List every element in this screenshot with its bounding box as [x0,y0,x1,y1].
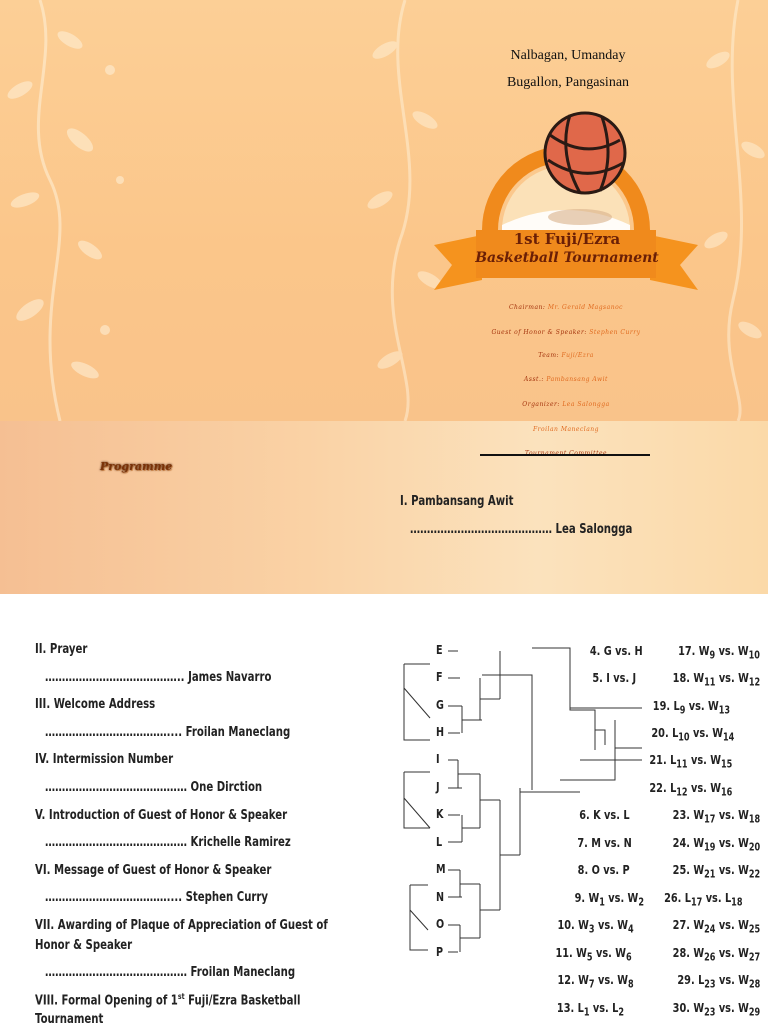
team-label: M [436,862,446,876]
program-item-person: …………………………………… One Dirction [45,780,263,795]
team-label: H [436,725,445,739]
programme-heading: Programme [100,460,173,473]
program-item-title: I. Pambansang Awit [400,494,514,509]
program-item-title: VIII. Formal Opening of 1st Fuji/Ezra Basketball [35,992,301,1009]
program-item-person: …………………………………… Krichelle Ramirez [45,835,291,850]
match-item: 5. I vs. J [592,670,636,685]
team-label: G [436,698,444,712]
credit-line: Asst.: Pambansang Awit [524,376,608,383]
match-item: 27. $W_{24}$ vs. $W_{25}$ [672,917,760,936]
match-item: 22. $L_{12}$ vs. $W_{16}$ [649,780,732,799]
team-label: I [436,752,440,766]
basketball-icon [545,113,625,193]
match-item: 20. $L_{10}$ vs. $W_{14}$ [651,725,734,744]
program-item-title: VII. Awarding of Plaque of Appreciation of Guest of [35,918,328,933]
tournament-logo [430,105,702,300]
match-item: 30. $W_{23}$ vs. $W_{29}$ [672,1000,760,1019]
team-label: L [436,835,443,849]
program-item-title: IV. Intermission Number [35,752,174,767]
match-item: 12. $W_7$ vs. $W_8$ [557,972,634,991]
match-item: 9. $W_1$ vs. $W_2$ [574,890,644,909]
team-label: P [436,945,444,959]
logo-title-line-2: Basketball Tournament [475,250,659,266]
program-item-person: ………………………………….. James Navarro [45,670,272,685]
credit-line: Guest of Honor & Speaker: Stephen Curry [491,329,641,336]
floral-pattern-right [698,0,768,421]
floral-pattern-left [0,0,160,421]
address-line-2: Bugallon, Pangasinan [506,75,630,90]
match-item: 28. $W_{26}$ vs. $W_{27}$ [672,945,760,964]
program-item-title: III. Welcome Address [35,697,156,712]
match-item: 25. $W_{21}$ vs. $W_{22}$ [672,862,760,881]
program-item-person: ……………………………….... Stephen Curry [45,890,269,905]
match-item: 18. $W_{11}$ vs. $W_{12}$ [672,670,760,689]
match-item: 13. $L_1$ vs. $L_2$ [556,1000,624,1019]
match-item: 17. $W_9$ vs. $W_{10}$ [678,643,760,662]
team-label: O [436,917,445,931]
team-label: E [436,643,443,657]
match-item: 23. $W_{17}$ vs. $W_{18}$ [672,807,760,826]
match-item: 21. $L_{11}$ vs. $W_{15}$ [649,752,732,771]
program-item-title: V. Introduction of Guest of Honor & Speaker [35,808,288,823]
match-item: 6. K vs. L [579,807,630,822]
team-label: K [436,807,444,821]
match-item: 8. O vs. P [577,862,630,877]
credit-line: Organizer: Lea Salongga [522,401,610,408]
program-item-title-cont: Tournament [35,1012,104,1027]
programme-panel [0,421,768,594]
team-label: J [436,780,440,794]
logo-title-line-1: 1st Fuji/Ezra [513,230,621,248]
match-item: 10. $W_3$ vs. $W_4$ [557,917,634,936]
credit-line: Froilan Maneclang [532,426,600,433]
team-label: F [436,670,443,684]
match-item: 24. $W_{19}$ vs. $W_{20}$ [672,835,760,854]
program-item-title: II. Prayer [35,642,88,657]
match-item: 11. $W_5$ vs. $W_6$ [555,945,632,964]
cover-panel [0,0,768,421]
team-label: N [436,890,445,904]
match-item: 7. M vs. N [577,835,632,850]
match-item: 19. $L_9$ vs. $W_{13}$ [652,698,730,717]
match-item: 4. G vs. H [590,643,643,658]
credit-line: Chairman: Mr. Gerald Magsanoc [508,304,624,311]
program-item-person: ……………………………….... Froilan Maneclang [45,725,291,740]
match-item: 26. $L_{17}$ vs. $L_{18}$ [663,890,742,909]
program-item-title-cont: Honor & Speaker [35,938,133,953]
address-line-1: Nalbagan, Umanday [510,48,626,63]
program-item-title: VI. Message of Guest of Honor & Speaker [35,863,272,878]
program-item-person: …………………………………… Froilan Maneclang [45,965,296,980]
credit-line: Tournament Committee [524,450,608,457]
signature-line [480,454,650,456]
credit-line: Team: Fuji/Ezra [538,352,594,359]
match-item: 29. $L_{23}$ vs. $W_{28}$ [677,972,760,991]
program-item-person: …………………………………… Lea Salongga [410,522,633,537]
